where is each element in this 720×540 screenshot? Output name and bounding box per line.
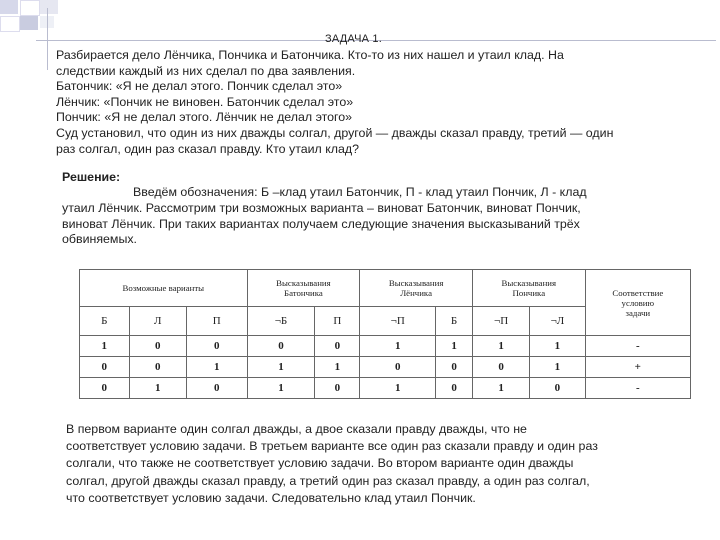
problem-line: раз солгал, один раз сказал правду. Кто утаил клад?: [56, 141, 360, 156]
truth-table: [79, 269, 691, 399]
table-cell: 1: [472, 378, 529, 399]
table-cell: 0: [315, 378, 360, 399]
table-cell: 1: [80, 336, 130, 357]
table-cell: 0: [315, 336, 360, 357]
solution-line: виноват Лёнчик. При таких вариантах получаем следующие значения высказываний трёх: [62, 216, 580, 231]
solution-heading: Решение:: [62, 170, 121, 184]
conclusion-text: [66, 421, 686, 507]
subheader-cell: ¬Б: [247, 307, 315, 336]
header-ponch: [472, 270, 585, 307]
problem-statement: [56, 48, 706, 157]
table-cell: 0: [186, 336, 247, 357]
subheader-cell: ¬П: [360, 307, 436, 336]
table-row: [80, 357, 691, 378]
deco-square: [20, 16, 38, 30]
problem-line: следствии каждый из них сделал по два заявления.: [56, 63, 356, 78]
header-variants-label: Возможные варианты: [122, 283, 205, 293]
table-cell: 1: [315, 357, 360, 378]
table-cell: 1: [186, 357, 247, 378]
table-cell: 0: [247, 336, 315, 357]
header-ponch-line: Высказывания: [501, 278, 557, 288]
table-cell: 1: [360, 336, 436, 357]
table-cell: 0: [530, 378, 585, 399]
table-row: [80, 336, 691, 357]
table-cell: 0: [186, 378, 247, 399]
page-title: ЗАДАЧА 1.: [325, 33, 382, 45]
table-cell: 0: [360, 357, 436, 378]
problem-line: Пончик: «Я не делал этого. Лёнчик не делал этого»: [56, 110, 353, 125]
conclusion-line: В первом варианте один солгал дважды, а двое сказали правду дважды, что не: [66, 422, 527, 436]
problem-line: Батончик: «Я не делал этого. Пончик сделал это»: [56, 79, 343, 94]
conclusion-line: солгали, что также не соответствует условию задачи. Во втором варианте один дважды: [66, 456, 574, 471]
header-lyon-line: Лёнчика: [400, 288, 432, 298]
problem-line: Разбирается дело Лёнчика, Пончика и Батончика. Кто-то из них нашел и утаил клад. На: [56, 48, 564, 62]
problem-line: Лёнчик: «Пончик не виновен. Батончик сделал это»: [56, 94, 354, 109]
deco-square: [20, 0, 40, 16]
subheader-cell: П: [186, 307, 247, 336]
conclusion-line: что соответствует условию задачи. Следовательно клад утаил Пончик.: [66, 490, 476, 505]
solution-line: утаил Лёнчик. Рассмотрим три возможных варианта – виноват Батончик, виноват Пончик,: [62, 200, 581, 215]
table-cell: 1: [530, 357, 585, 378]
header-match-line: условию: [621, 297, 655, 308]
header-baton-line: Батончика: [284, 288, 323, 298]
conclusion-line: солгал, другой дважды сказал правду, а третий один раз сказал правду, а один раз солгал,: [66, 473, 590, 488]
table-cell: -: [585, 378, 690, 399]
header-variants: [80, 270, 248, 307]
table-cell: 0: [129, 336, 186, 357]
header-match-line: Соответствие: [612, 287, 664, 298]
deco-square: [40, 0, 58, 14]
table-cell: 0: [129, 357, 186, 378]
header-lyon: [360, 270, 473, 307]
table-cell: 0: [436, 357, 473, 378]
table-cell: 1: [247, 378, 315, 399]
problem-line: Суд установил, что один из них дважды солгал, другой — дважды сказал правду, третий — один: [56, 125, 614, 140]
conclusion-line: соответствует условию задачи. В третьем варианте все один раз сказали правду и один раз: [66, 439, 598, 454]
subheader-cell: ¬П: [472, 307, 529, 336]
header-lyon-line: Высказывания: [388, 278, 444, 288]
header-match: [585, 270, 690, 336]
table-cell: 1: [436, 336, 473, 357]
deco-vertical-line: [47, 8, 48, 70]
deco-square: [0, 0, 18, 14]
table-cell: 0: [436, 378, 473, 399]
table-cell: 0: [472, 357, 529, 378]
table-cell: 1: [472, 336, 529, 357]
table-cell: 0: [80, 357, 130, 378]
subheader-cell: Б: [80, 307, 130, 336]
subheader-cell: Л: [129, 307, 186, 336]
table-header-row: [80, 270, 691, 307]
subheader-cell: П: [315, 307, 360, 336]
subheader-cell: Б: [436, 307, 473, 336]
header-baton-line: Высказывания: [276, 278, 331, 288]
table-cell: 1: [129, 378, 186, 399]
slide-decoration: [0, 0, 100, 40]
table-cell: +: [585, 357, 690, 378]
header-baton: [247, 270, 360, 307]
table-cell: -: [585, 336, 690, 357]
header-ponch-line: Пончика: [512, 288, 546, 298]
solution-text: [62, 185, 692, 248]
header-match-line: задачи: [625, 307, 651, 318]
table-cell: 0: [80, 378, 130, 399]
table-cell: 1: [247, 357, 315, 378]
subheader-cell: ¬Л: [530, 307, 585, 336]
solution-line: обвиняемых.: [62, 232, 137, 247]
table-cell: 1: [360, 378, 436, 399]
table-cell: 1: [530, 336, 585, 357]
deco-square: [0, 16, 20, 32]
table-row: [80, 378, 691, 399]
solution-line: Введём обозначения: Б –клад утаил Батончик, П - клад утаил Пончик, Л - клад: [133, 185, 587, 199]
